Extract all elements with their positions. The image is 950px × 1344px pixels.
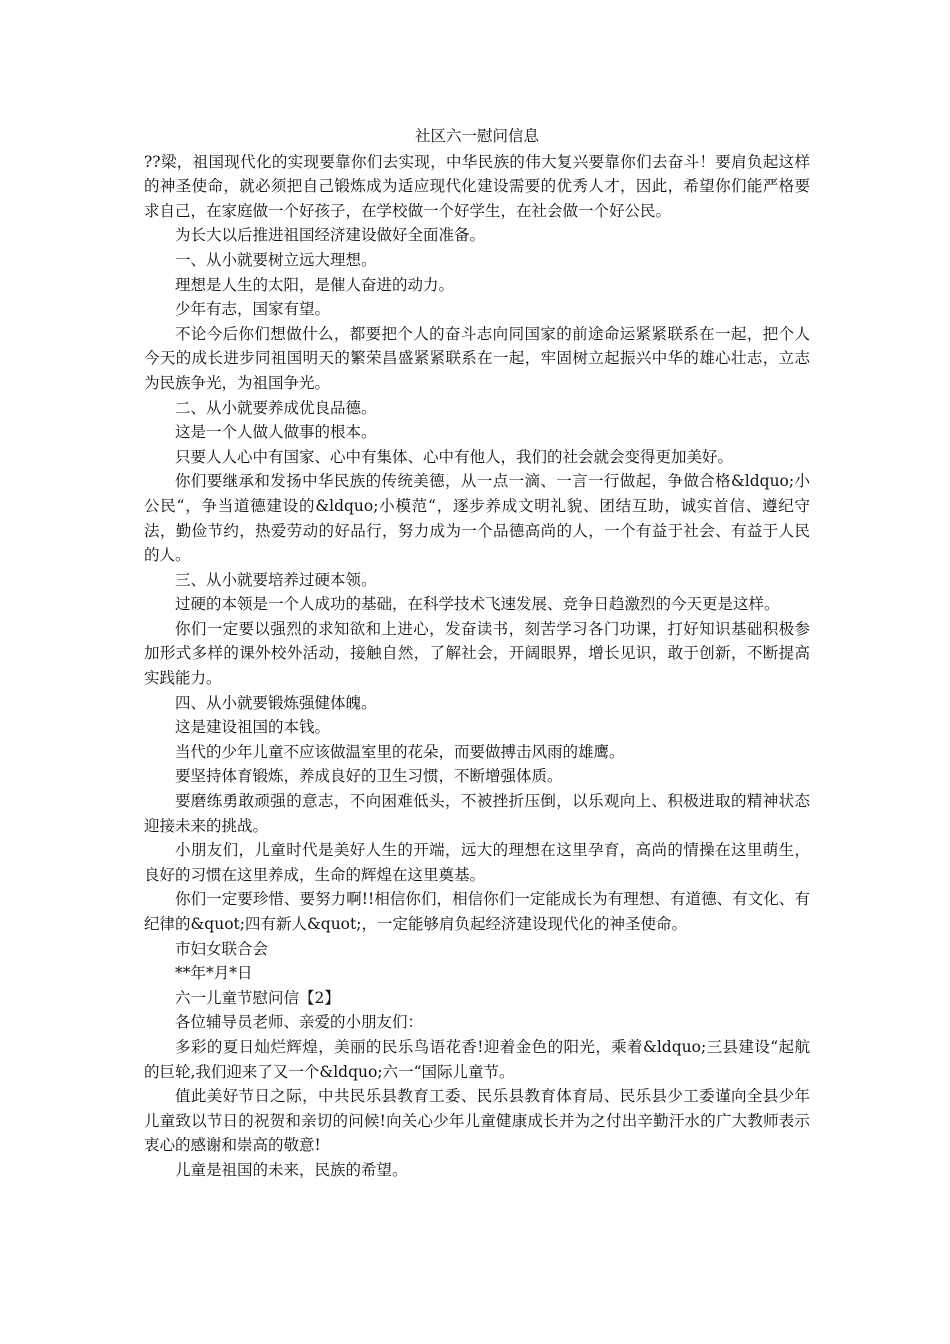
paragraph: 这是建设祖国的本钱。 bbox=[175, 718, 331, 737]
paragraph: 理想是人生的太阳，是催人奋进的动力。 bbox=[175, 275, 455, 294]
paragraph: 要磨练勇敢顽强的意志，不向困难低头，不被挫折压倒，以乐观向上、积极进取的精神状态迎接未来的挑战。 bbox=[144, 792, 810, 835]
section-heading: 三、从小就要培养过硬本领。 bbox=[175, 570, 377, 589]
paragraph: 只要人人心中有国家、心中有集体、心中有他人，我们的社会就会变得更加美好。 bbox=[175, 447, 734, 466]
paragraph: 你们一定要以强烈的求知欲和上进心，发奋读书，刻苦学习各门功课，打好知识基础积极参加形式多样的课外校外活动，接触自然，了解社会，开阔眼界，增长见识，敢于创新，不断提高实践能力。 bbox=[144, 619, 810, 688]
section-heading: 一、从小就要树立远大理想。 bbox=[175, 250, 377, 269]
paragraph: 为长大以后推进祖国经济建设做好全面准备。 bbox=[175, 226, 486, 245]
paragraph: 少年有志，国家有望。 bbox=[175, 300, 331, 319]
date-line: **年*月*日 bbox=[175, 964, 253, 983]
section-heading: 四、从小就要锻炼强健体魄。 bbox=[175, 693, 377, 712]
document-page bbox=[144, 124, 810, 1183]
paragraph: 当代的少年儿童不应该做温室里的花朵，而要做搏击风雨的雄鹰。 bbox=[175, 742, 625, 761]
document-title: 社区六一慰问信息 bbox=[414, 127, 539, 145]
paragraph: 儿童是祖国的未来，民族的希望。 bbox=[175, 1160, 408, 1179]
paragraph: 要坚持体育锻炼，养成良好的卫生习惯，不断增强体质。 bbox=[175, 767, 563, 786]
paragraph: 这是一个人做人做事的根本。 bbox=[175, 423, 377, 442]
paragraph: 不论今后你们想做什么，都要把个人的奋斗志向同国家的前途命运紧紧联系在一起，把个人今天的成长进步同祖国明天的繁荣昌盛紧紧联系在一起，牢固树立起振兴中华的雄心壮志，立志为民族争光，为祖国争光。 bbox=[144, 324, 810, 392]
section-title: 六一儿童节慰问信【2】 bbox=[175, 988, 340, 1007]
paragraph: ??梁，祖国现代化的实现要靠你们去实现，中华民族的伟大复兴要靠你们去奋斗！要肩负起这样的神圣使命，就必须把自己锻炼成为适应现代化建设需要的优秀人才，因此，希望你们能严格要求自己，在家庭做一个好孩子，在学校做一个好学生，在社会做一个好公民。 bbox=[144, 152, 810, 220]
salutation: 各位辅导员老师、亲爱的小朋友们： bbox=[175, 1013, 424, 1032]
paragraph: 多彩的夏日灿烂辉煌，美丽的民乐鸟语花香!迎着金色的阳光，乘着&ldquo;三县建设“起航的巨轮,我们迎来了又一个&ldquo;六一“国际儿童节。 bbox=[144, 1037, 810, 1081]
section-heading: 二、从小就要养成优良品德。 bbox=[175, 398, 377, 417]
paragraph: 你们要继承和发扬中华民族的传统美德，从一点一滴、一言一行做起，争做合格&ldquo;小公民“，争当道德建设的&ldquo;小模范“，逐步养成文明礼貌、团结互助，诚实首信、遵纪守法，勤俭节约，热爱劳动的好品行，努力成为一个品德高尚的人，一个有益于社会、有益于人民的人。 bbox=[144, 472, 810, 565]
signature: 市妇女联合会 bbox=[175, 939, 269, 958]
paragraph: 值此美好节日之际，中共民乐县教育工委、民乐县教育体育局、民乐县少工委谨向全县少年儿童致以节日的祝贺和亲切的问候!向关心少年儿童健康成长并为之付出辛勤汗水的广大教师表示衷心的感谢和崇高的敬意! bbox=[144, 1087, 810, 1155]
paragraph: 你们一定要珍惜、要努力啊!!相信你们，相信你们一定能成长为有理想、有道德、有文化、有纪律的&quot;四有新人&quot;，一定能够肩负起经济建设现代化的神圣使命。 bbox=[144, 890, 810, 933]
paragraph: 过硬的本领是一个人成功的基础，在科学技术飞速发展、竞争日趋激烈的今天更是这样。 bbox=[175, 595, 780, 614]
paragraph: 小朋友们，儿童时代是美好人生的开端，远大的理想在这里孕育，高尚的情操在这里萌生，良好的习惯在这里养成，生命的辉煌在这里奠基。 bbox=[144, 841, 810, 884]
